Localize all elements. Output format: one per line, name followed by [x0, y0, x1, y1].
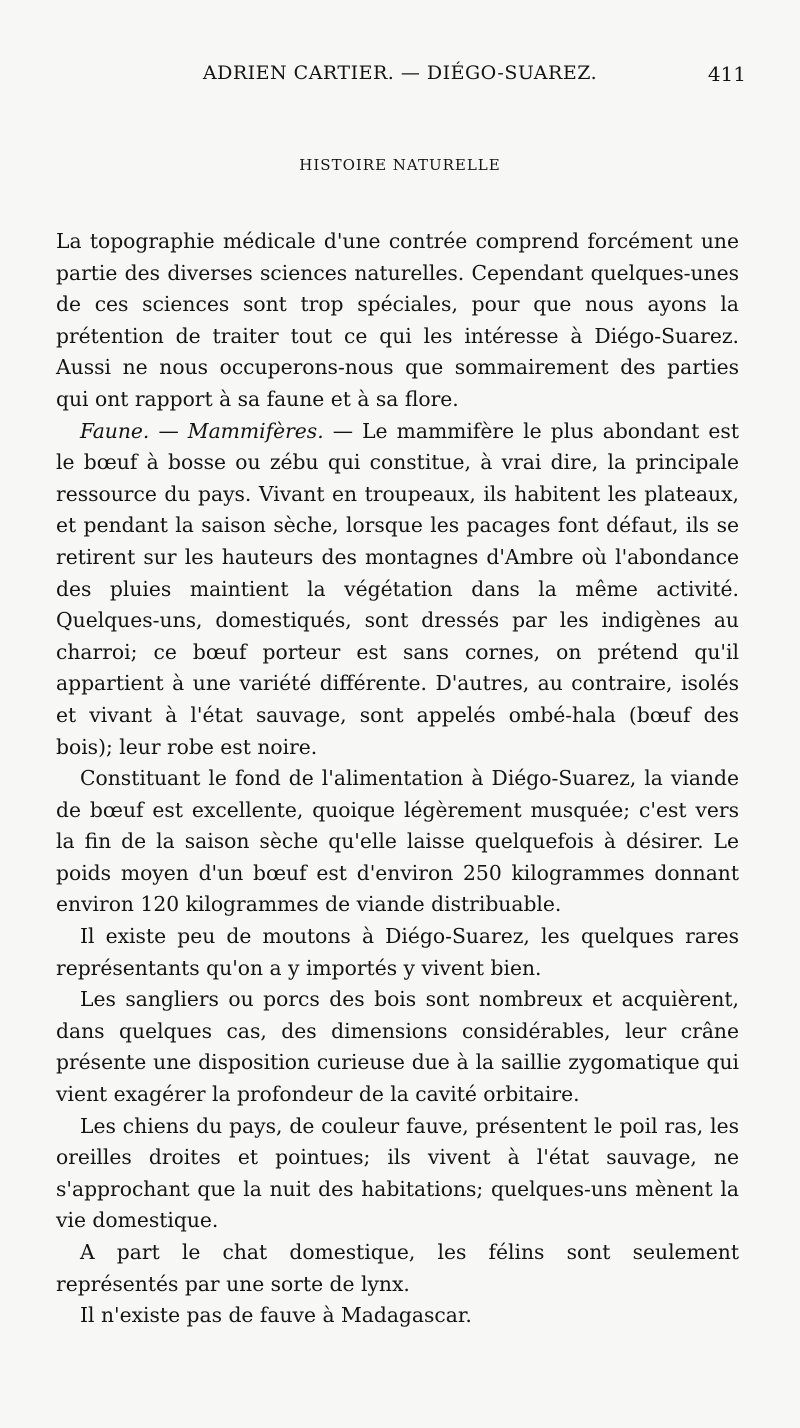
separator: —	[149, 418, 188, 443]
paragraph-moutons: Il existe peu de moutons à Diégo-Suarez, les quelques rares représentants qu'on a y importés y vivent bien.	[56, 924, 739, 980]
paragraph-chiens: Les chiens du pays, de couleur fauve, présentent le poil ras, les oreilles droites et pointues; ils vivent à l'état sauvage, ne s'approchant que la nuit des habitations; quelques-uns mènent la vie domestique.	[56, 1113, 739, 1233]
paragraph-intro: La topographie médicale d'une contrée comprend forcément une partie des diverses sciences naturelles. Cependant quelques-unes de ces sciences sont trop spéciales, pour que nous ayons la prétention de traiter tout ce qui les intéresse à Diégo-Suarez. Aussi ne nous occuperons-nous que sommairement des parties qui ont rapport à sa faune et à sa flore.	[56, 229, 739, 411]
page-number: 411	[707, 62, 746, 86]
paragraph-faune	[56, 416, 739, 764]
paragraph-fauve: Il n'existe pas de fauve à Madagascar.	[80, 1303, 472, 1328]
body-text	[56, 226, 739, 1332]
paragraph-viande: Constituant le fond de l'alimentation à Diégo-Suarez, la viande de bœuf est excellente, quoique légèrement musquée; c'est vers la fin de la saison sèche qu'elle laisse quelquefois à désirer. Le poids moyen d'un bœuf est d'environ 250 kilogrammes donnant environ 120 kilogrammes de viande distribuable.	[56, 766, 739, 917]
paragraph-faune-text: Le mammifère le plus abondant est le bœuf à bosse ou zébu qui constitue, à vrai dire, la principale ressource du pays. Vivant en troupeaux, ils habitent les plateaux, et pendant la saison sèche, lorsque les pacages font défaut, ils se retirent sur les hauteurs des montagnes d'Ambre où l'abondance des pluies maintient la végétation dans la même activité. Quelques-uns, domestiqués, sont dressés par les indigènes au charroi; ce bœuf porteur est sans cornes, on prétend qu'il appartient à une variété différente. D'autres, au contraire, isolés et vivant à l'état sauvage, sont appelés ombé-hala (bœuf des bois); leur robe est noire.	[56, 418, 739, 759]
running-head	[54, 62, 746, 92]
running-title: ADRIEN CARTIER. — DIÉGO-SUAREZ.	[202, 62, 598, 84]
paragraph-sangliers: Les sangliers ou porcs des bois sont nombreux et acquièrent, dans quelques cas, des dimensions considérables, leur crâne présente une disposition curieuse due à la saillie zygomatique qui vient exagérer la profondeur de la cavité orbitaire.	[56, 987, 739, 1107]
section-title: HISTOIRE NATURELLE	[299, 156, 501, 174]
paragraph-felins: A part le chat domestique, les félins sont seulement représentés par une sorte de lynx.	[56, 1240, 739, 1296]
heading-mammiferes: Mammifères.	[187, 418, 324, 443]
separator: —	[323, 418, 363, 443]
heading-faune: Faune.	[80, 418, 150, 443]
